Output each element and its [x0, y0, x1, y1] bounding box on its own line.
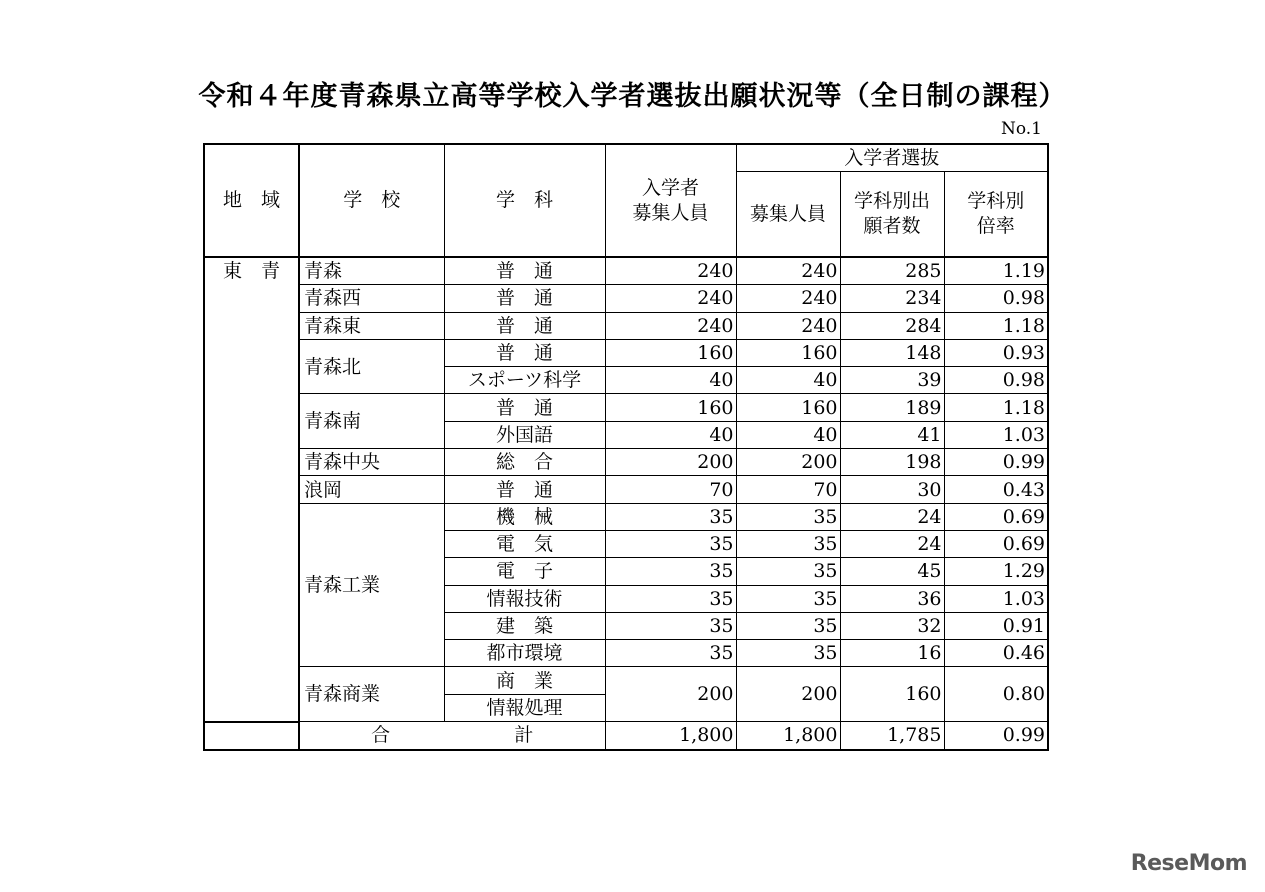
quota-cell: 200: [605, 449, 736, 476]
department-name: 機 械: [444, 503, 605, 530]
quota-cell: 35: [605, 530, 736, 557]
total-label: [299, 722, 605, 750]
ratio-cell: 0.46: [944, 640, 1048, 667]
school-name: 青森商業: [299, 667, 444, 722]
recruit-cell: 240: [736, 257, 840, 285]
total-quota-cell: 1,800: [605, 722, 736, 750]
quota-cell: 35: [605, 585, 736, 612]
table-row: [204, 449, 1048, 476]
department-name: 電 気: [444, 530, 605, 557]
quota-cell: 35: [605, 640, 736, 667]
department-name: 普 通: [444, 394, 605, 421]
table-row: [204, 339, 1048, 366]
quota-cell: 35: [605, 503, 736, 530]
department-name: 建 築: [444, 612, 605, 639]
header-quota: 入学者 募集人員: [605, 144, 736, 257]
total-label-right: 計: [514, 724, 534, 747]
department-name: 普 通: [444, 339, 605, 366]
quota-cell: 160: [605, 339, 736, 366]
applicants-cell: 198: [840, 449, 944, 476]
department-name: 普 通: [444, 312, 605, 339]
recruit-cell: 35: [736, 503, 840, 530]
applicants-cell: 234: [840, 285, 944, 312]
ratio-cell: 0.98: [944, 367, 1048, 394]
applicants-cell: 41: [840, 421, 944, 448]
total-ratio-cell: 0.99: [944, 722, 1048, 750]
region-cell: 東 青: [204, 257, 299, 722]
ratio-cell: 0.99: [944, 449, 1048, 476]
department-name: 電 子: [444, 558, 605, 585]
recruit-cell: 35: [736, 558, 840, 585]
applicants-cell: 24: [840, 530, 944, 557]
applicants-cell: 189: [840, 394, 944, 421]
ratio-cell: 0.98: [944, 285, 1048, 312]
header-selection-group: 入学者選抜: [736, 144, 1048, 172]
school-name: 青森北: [299, 339, 444, 394]
table-row: [204, 394, 1048, 421]
school-name: 青森: [299, 257, 444, 285]
recruit-cell: 70: [736, 476, 840, 503]
total-label-left: 合: [371, 724, 391, 747]
applicants-cell: 32: [840, 612, 944, 639]
ratio-cell: 0.91: [944, 612, 1048, 639]
recruit-cell: 160: [736, 394, 840, 421]
school-name: 青森西: [299, 285, 444, 312]
resemom-logo: ReseMom: [1130, 851, 1247, 876]
ratio-cell: 1.03: [944, 421, 1048, 448]
recruit-cell: 160: [736, 339, 840, 366]
header-dept: 学 科: [444, 144, 605, 257]
quota-cell: 240: [605, 285, 736, 312]
header-region: 地 域: [204, 144, 299, 257]
recruit-cell: 40: [736, 421, 840, 448]
applicants-cell: 24: [840, 503, 944, 530]
header-school: 学 校: [299, 144, 444, 257]
department-name: 情報処理: [444, 694, 605, 721]
applicants-cell: 285: [840, 257, 944, 285]
applicants-cell: 39: [840, 367, 944, 394]
header-applicants: 学科別出 願者数: [840, 172, 944, 258]
applicants-cell: 284: [840, 312, 944, 339]
quota-cell: 70: [605, 476, 736, 503]
department-name: 商 業: [444, 667, 605, 694]
recruit-cell: 35: [736, 530, 840, 557]
department-name: 外国語: [444, 421, 605, 448]
page-number: No.1: [1000, 119, 1042, 139]
applicants-cell: 16: [840, 640, 944, 667]
school-name: 青森工業: [299, 503, 444, 667]
school-name: 青森南: [299, 394, 444, 449]
quota-cell: 35: [605, 612, 736, 639]
quota-cell: 240: [605, 257, 736, 285]
recruit-cell: 35: [736, 640, 840, 667]
table-row: [204, 257, 1048, 285]
recruit-cell: 200: [736, 449, 840, 476]
ratio-cell: 0.93: [944, 339, 1048, 366]
school-name: 青森東: [299, 312, 444, 339]
school-name: 浪岡: [299, 476, 444, 503]
ratio-cell: 1.18: [944, 312, 1048, 339]
quota-cell: 40: [605, 367, 736, 394]
recruit-cell: 240: [736, 312, 840, 339]
quota-cell: 35: [605, 558, 736, 585]
quota-cell: 160: [605, 394, 736, 421]
recruit-cell: 200: [736, 667, 840, 722]
table-row: [204, 503, 1048, 530]
total-region-blank: [204, 722, 299, 750]
department-name: 普 通: [444, 476, 605, 503]
header-recruit: 募集人員: [736, 172, 840, 258]
ratio-cell: 1.03: [944, 585, 1048, 612]
total-row: [204, 722, 1048, 750]
ratio-cell: 1.19: [944, 257, 1048, 285]
department-name: 総 合: [444, 449, 605, 476]
recruit-cell: 240: [736, 285, 840, 312]
applicants-cell: 45: [840, 558, 944, 585]
ratio-cell: 0.69: [944, 503, 1048, 530]
department-name: 普 通: [444, 285, 605, 312]
department-name: 情報技術: [444, 585, 605, 612]
total-applicants-cell: 1,785: [840, 722, 944, 750]
ratio-cell: 1.29: [944, 558, 1048, 585]
department-name: スポーツ科学: [444, 367, 605, 394]
ratio-cell: 0.69: [944, 530, 1048, 557]
table-row: [204, 476, 1048, 503]
application-status-table: [203, 143, 1049, 751]
department-name: 普 通: [444, 257, 605, 285]
table-row: [204, 667, 1048, 694]
ratio-cell: 0.80: [944, 667, 1048, 722]
quota-cell: 200: [605, 667, 736, 722]
table-row: [204, 285, 1048, 312]
total-recruit-cell: 1,800: [736, 722, 840, 750]
department-name: 都市環境: [444, 640, 605, 667]
applicants-cell: 160: [840, 667, 944, 722]
applicants-cell: 30: [840, 476, 944, 503]
school-name: 青森中央: [299, 449, 444, 476]
ratio-cell: 0.43: [944, 476, 1048, 503]
ratio-cell: 1.18: [944, 394, 1048, 421]
header-ratio: 学科別 倍率: [944, 172, 1048, 258]
applicants-cell: 36: [840, 585, 944, 612]
quota-cell: 40: [605, 421, 736, 448]
recruit-cell: 35: [736, 612, 840, 639]
recruit-cell: 40: [736, 367, 840, 394]
page-title: 令和４年度青森県立高等学校入学者選抜出願状況等（全日制の課程）: [198, 81, 1067, 112]
recruit-cell: 35: [736, 585, 840, 612]
table-row: [204, 312, 1048, 339]
quota-cell: 240: [605, 312, 736, 339]
applicants-cell: 148: [840, 339, 944, 366]
